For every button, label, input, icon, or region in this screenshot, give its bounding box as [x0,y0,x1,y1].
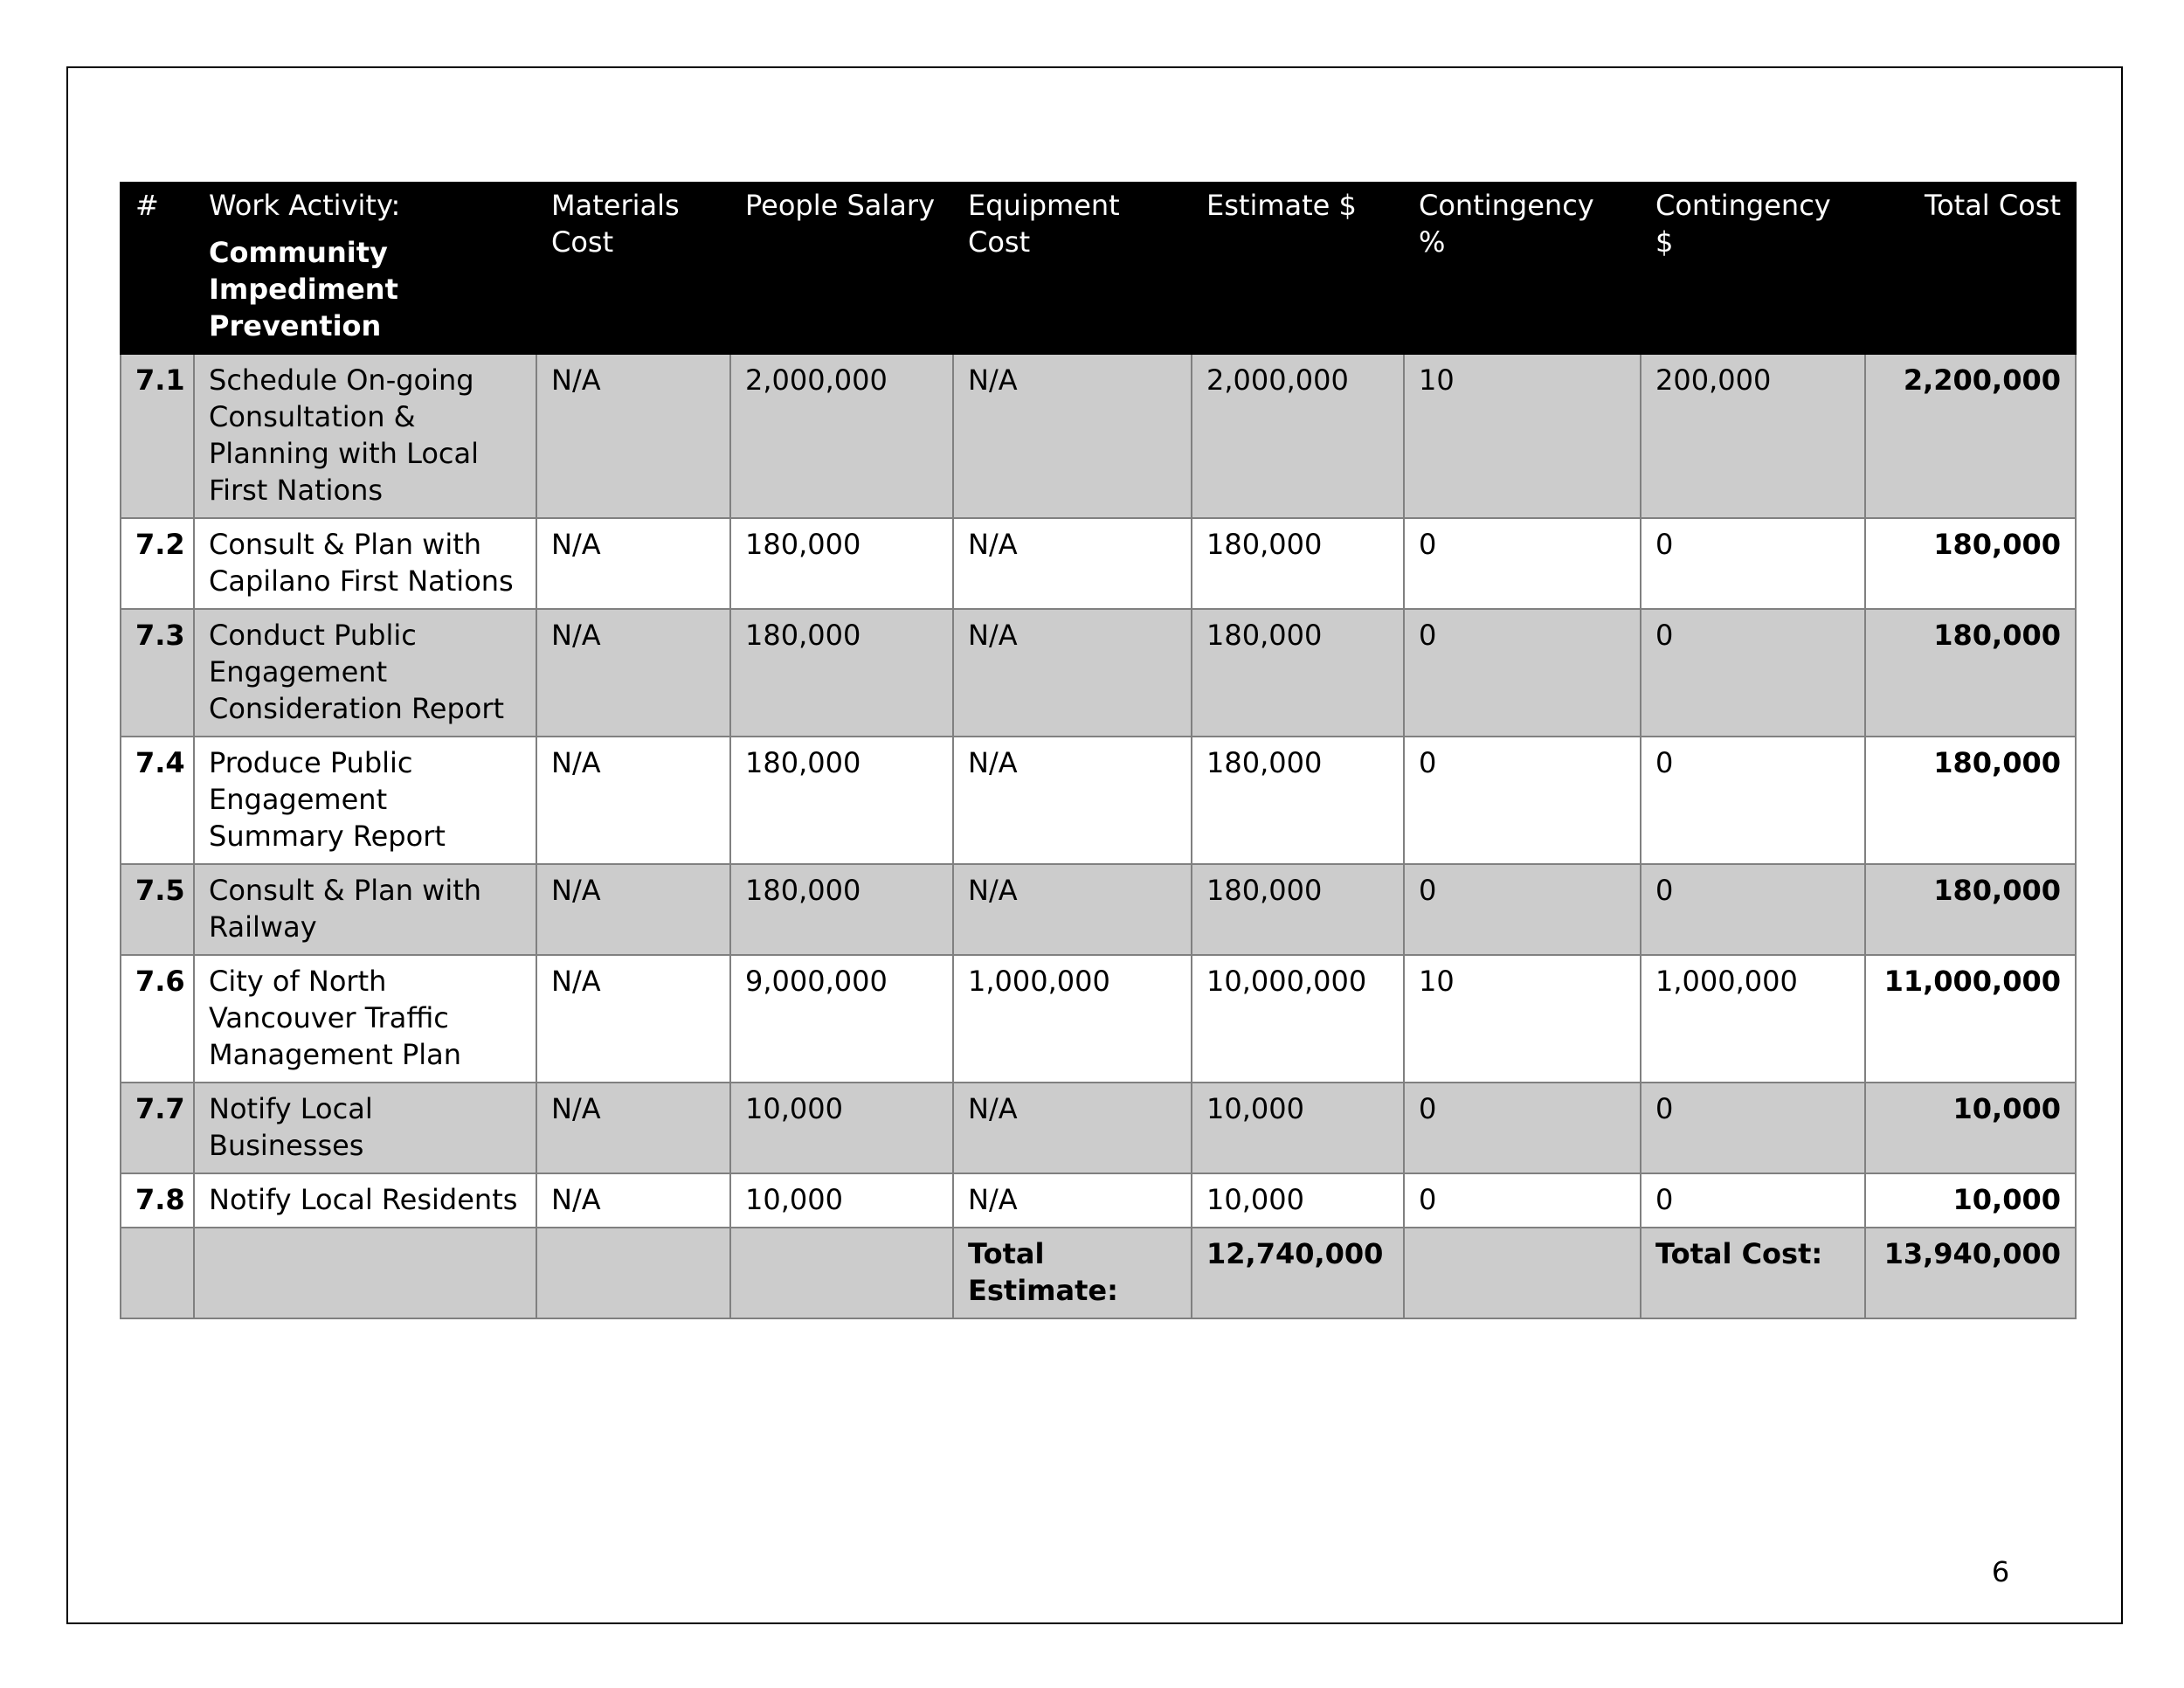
total-cost-label: Total Cost: [1641,1228,1865,1318]
row-num: 7.5 [121,864,194,955]
row-activity: Schedule On-going Consultation & Planning with Local First Nations [194,354,536,518]
table-row [121,737,2076,864]
row-contingency-pct: 0 [1404,864,1641,955]
row-salary: 9,000,000 [730,955,953,1083]
row-salary: 180,000 [730,609,953,737]
row-estimate: 10,000,000 [1192,955,1404,1083]
row-salary: 10,000 [730,1173,953,1228]
totals-empty-cell [536,1228,730,1318]
total-cost-value: 13,940,000 [1865,1228,2076,1318]
table-header [121,183,2076,354]
header-people-salary: People Salary [730,183,953,354]
row-equipment: N/A [953,518,1192,609]
row-num: 7.6 [121,955,194,1083]
row-num: 7.7 [121,1083,194,1173]
row-num: 7.2 [121,518,194,609]
row-equipment: N/A [953,737,1192,864]
row-materials: N/A [536,955,730,1083]
row-equipment: 1,000,000 [953,955,1192,1083]
row-activity: Conduct Public Engagement Consideration Report [194,609,536,737]
header-equipment-cost: Equipment Cost [953,183,1192,354]
row-activity: Notify Local Businesses [194,1083,536,1173]
row-activity: Produce Public Engagement Summary Report [194,737,536,864]
row-estimate: 180,000 [1192,864,1404,955]
table-row [121,1083,2076,1173]
table-body [121,354,2076,1318]
row-materials: N/A [536,1083,730,1173]
row-total: 180,000 [1865,609,2076,737]
row-contingency-amt: 0 [1641,864,1865,955]
header-activity-title: Community Impediment Prevention [209,236,398,342]
row-materials: N/A [536,609,730,737]
row-activity: City of North Vancouver Traffic Management Plan [194,955,536,1083]
row-num: 7.1 [121,354,194,518]
row-materials: N/A [536,354,730,518]
row-salary: 2,000,000 [730,354,953,518]
row-estimate: 2,000,000 [1192,354,1404,518]
row-equipment: N/A [953,609,1192,737]
row-num: 7.8 [121,1173,194,1228]
totals-empty-cell [1404,1228,1641,1318]
row-total: 10,000 [1865,1173,2076,1228]
header-row [121,183,2076,354]
row-salary: 180,000 [730,737,953,864]
row-contingency-amt: 200,000 [1641,354,1865,518]
row-contingency-pct: 0 [1404,1173,1641,1228]
row-contingency-amt: 0 [1641,1173,1865,1228]
row-num: 7.4 [121,737,194,864]
table-row [121,864,2076,955]
row-salary: 180,000 [730,518,953,609]
row-equipment: N/A [953,1083,1192,1173]
row-estimate: 180,000 [1192,609,1404,737]
totals-empty-cell [121,1228,194,1318]
header-activity-label: Work Activity: [209,189,401,222]
header-num: # [121,183,194,354]
row-contingency-pct: 10 [1404,955,1641,1083]
row-contingency-amt: 0 [1641,609,1865,737]
row-contingency-amt: 0 [1641,1083,1865,1173]
row-materials: N/A [536,737,730,864]
row-equipment: N/A [953,1173,1192,1228]
header-estimate: Estimate $ [1192,183,1404,354]
table-row [121,955,2076,1083]
row-salary: 180,000 [730,864,953,955]
row-materials: N/A [536,1173,730,1228]
row-activity: Notify Local Residents [194,1173,536,1228]
row-contingency-amt: 0 [1641,518,1865,609]
row-num: 7.3 [121,609,194,737]
row-estimate: 180,000 [1192,518,1404,609]
row-total: 11,000,000 [1865,955,2076,1083]
row-materials: N/A [536,518,730,609]
row-total: 10,000 [1865,1083,2076,1173]
table-row [121,609,2076,737]
table-row [121,518,2076,609]
row-contingency-pct: 10 [1404,354,1641,518]
table-row [121,354,2076,518]
header-contingency-amt: Contingency $ [1641,183,1865,354]
totals-empty-cell [730,1228,953,1318]
row-estimate: 10,000 [1192,1173,1404,1228]
row-materials: N/A [536,864,730,955]
row-contingency-pct: 0 [1404,518,1641,609]
row-equipment: N/A [953,354,1192,518]
table-row [121,1173,2076,1228]
row-contingency-amt: 1,000,000 [1641,955,1865,1083]
row-total: 180,000 [1865,518,2076,609]
header-materials-cost: Materials Cost [536,183,730,354]
row-equipment: N/A [953,864,1192,955]
total-estimate-label: Total Estimate: [953,1228,1192,1318]
row-contingency-amt: 0 [1641,737,1865,864]
row-total: 2,200,000 [1865,354,2076,518]
row-salary: 10,000 [730,1083,953,1173]
header-contingency-pct: Contingency % [1404,183,1641,354]
header-work-activity [194,183,536,354]
header-total-cost: Total Cost [1865,183,2076,354]
row-total: 180,000 [1865,864,2076,955]
total-estimate-value: 12,740,000 [1192,1228,1404,1318]
totals-row [121,1228,2076,1318]
row-estimate: 10,000 [1192,1083,1404,1173]
row-total: 180,000 [1865,737,2076,864]
row-estimate: 180,000 [1192,737,1404,864]
row-contingency-pct: 0 [1404,609,1641,737]
page-number: 6 [1991,1555,2010,1588]
cost-estimate-table [120,182,2077,1319]
row-contingency-pct: 0 [1404,1083,1641,1173]
row-activity: Consult & Plan with Railway [194,864,536,955]
row-contingency-pct: 0 [1404,737,1641,864]
row-activity: Consult & Plan with Capilano First Nations [194,518,536,609]
totals-empty-cell [194,1228,536,1318]
